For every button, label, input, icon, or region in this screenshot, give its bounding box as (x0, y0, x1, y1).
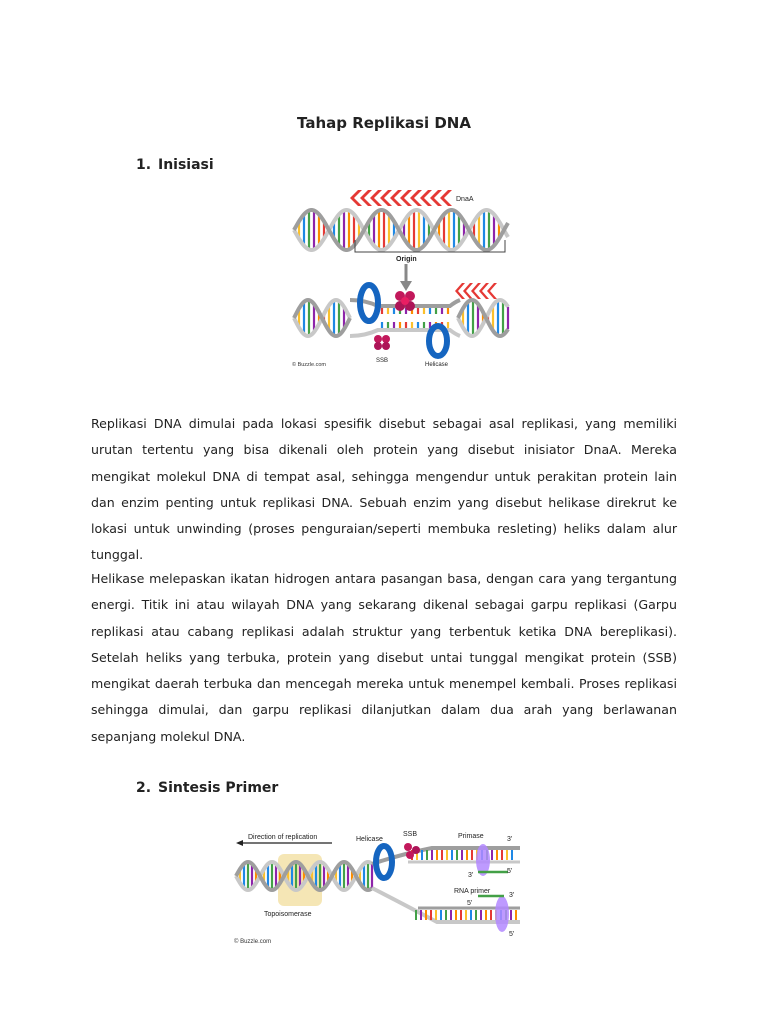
rna-primer-label: RNA primer (454, 888, 491, 895)
page-title: Tahap Replikasi DNA (297, 114, 471, 132)
prime-label: 5' (509, 931, 515, 938)
section-heading-sintesis-primer (136, 780, 278, 796)
helicase-label: Helicase (356, 836, 383, 843)
section-heading-inisiasi (136, 157, 214, 173)
primase-label: Primase (458, 833, 484, 840)
prime-label: 3' (509, 892, 515, 899)
ssb-label: SSB (376, 358, 389, 364)
primase-bottom (495, 896, 509, 932)
figure-primer-synthesis (232, 826, 522, 948)
dnaa-arrows (350, 190, 452, 206)
topoisomerase-label: Topoisomerase (264, 911, 312, 918)
down-arrowhead (400, 281, 412, 291)
helicase-label: Helicase (425, 362, 449, 368)
direction-arrowhead (236, 840, 243, 846)
prime-label: 5' (507, 868, 513, 875)
credit-label: © Buzzle.com (234, 939, 272, 945)
prime-label: 5' (467, 900, 473, 907)
small-arrows (455, 283, 497, 299)
paragraph-1: Replikasi DNA dimulai pada lokasi spesifik disebut sebagai asal replikasi, yang memiliki urutan tertentu yang bisa dikenali oleh protein yang disebut inisiator DnaA. Mereka mengikat molekul DNA di tempat asal, sehingga mengendur untuk perakitan protein lain dan enzim penting untuk replikasi DNA. Sebuah enzim yang disebut helikase direkrut ke lokasi untuk unwinding (proses penguraian/seperti membuka resleting) heliks dalam alur tunggal. (91, 416, 677, 563)
section-number: 2. (136, 780, 152, 796)
credit-label: © Buzzle.com (292, 362, 327, 368)
section-title: Inisiasi (158, 157, 214, 173)
prime-label: 3' (507, 836, 513, 843)
figure-initiation (290, 188, 512, 370)
dnaa-label: DnaA (456, 196, 474, 203)
prime-label: 3' (468, 872, 474, 879)
direction-label: Direction of replication (248, 834, 318, 841)
ssb-label: SSB (403, 831, 418, 838)
dna-helix-top (294, 210, 508, 250)
dna-helix-left (236, 862, 372, 890)
ssb-proteins (374, 335, 390, 350)
paragraph-2: Helikase melepaskan ikatan hidrogen antara pasangan basa, dengan cara yang tergantung energi. Titik ini atau wilayah DNA yang sekarang dikenal sebagai garpu replikasi (Garpu replikasi atau cabang replikasi adalah struktur yang terbentuk ketika DNA bereplikasi). Setelah heliks yang terbuka, protein yang disebut untai tunggal mengikat protein (SSB) mengikat daerah terbuka dan mencegah mereka untuk menempel kembali. Proses replikasi sehingga dimulai, dan garpu replikasi dilanjutkan dalam dua arah yang berlawanan sepanjang molekul DNA. (91, 571, 677, 744)
origin-label: Origin (396, 256, 417, 263)
section-number: 1. (136, 157, 152, 173)
section-title: Sintesis Primer (158, 780, 279, 796)
